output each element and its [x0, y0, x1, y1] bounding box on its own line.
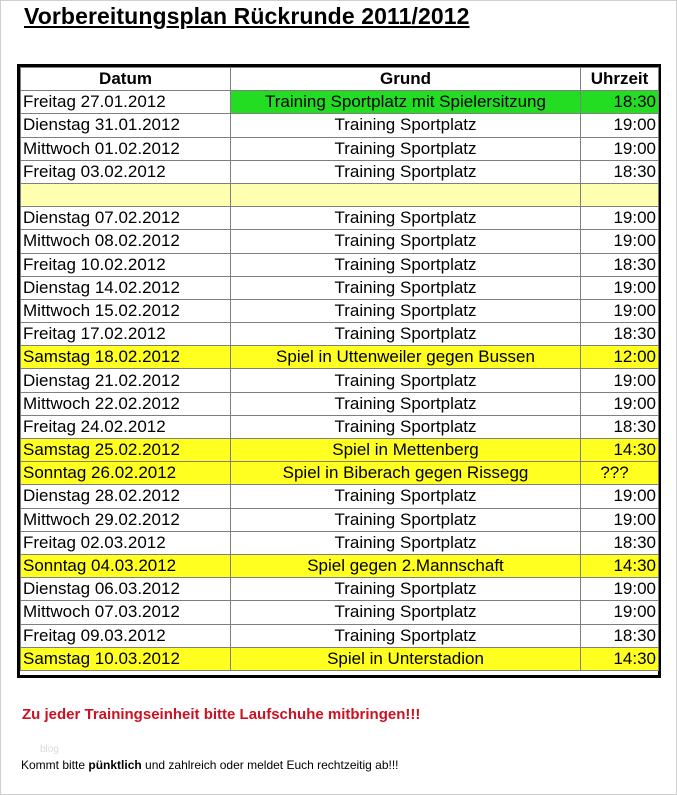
punctuality-note: [21, 758, 399, 772]
table-row: [21, 207, 659, 230]
cell-date: Samstag 10.03.2012: [21, 647, 231, 670]
cell-time: 18:30: [581, 323, 659, 346]
cell-date: [21, 183, 231, 206]
cell-reason: Training Sportplatz: [231, 207, 581, 230]
cell-time: 18:30: [581, 415, 659, 438]
laufschuhe-note: Zu jeder Trainingseinheit bitte Laufschuhe mitbringen!!!: [22, 706, 421, 723]
table-row: [21, 601, 659, 624]
header-reason: Grund: [231, 68, 581, 91]
cell-date: Dienstag 28.02.2012: [21, 485, 231, 508]
cell-time: 18:30: [581, 253, 659, 276]
cell-reason: Training Sportplatz: [231, 137, 581, 160]
cell-time: 14:30: [581, 439, 659, 462]
schedule-table-wrapper: [17, 64, 661, 678]
cell-reason: Training Sportplatz: [231, 578, 581, 601]
cell-time: 18:30: [581, 91, 659, 114]
cell-date: Freitag 09.03.2012: [21, 624, 231, 647]
table-row: [21, 369, 659, 392]
cell-date: Dienstag 07.02.2012: [21, 207, 231, 230]
cell-time: 19:00: [581, 137, 659, 160]
cell-time: 19:00: [581, 578, 659, 601]
cell-reason: [231, 183, 581, 206]
cell-time: 19:00: [581, 392, 659, 415]
punctuality-note-prefix: Kommt bitte: [21, 758, 89, 772]
cell-date: Sonntag 26.02.2012: [21, 462, 231, 485]
cell-date: Mittwoch 15.02.2012: [21, 299, 231, 322]
cell-reason: Training Sportplatz: [231, 114, 581, 137]
cell-date: Mittwoch 22.02.2012: [21, 392, 231, 415]
cell-date: Freitag 27.01.2012: [21, 91, 231, 114]
table-row: [21, 276, 659, 299]
table-row: [21, 508, 659, 531]
table-row: [21, 137, 659, 160]
cell-date: Dienstag 31.01.2012: [21, 114, 231, 137]
cell-time: 18:30: [581, 531, 659, 554]
cell-time: 19:00: [581, 114, 659, 137]
cell-date: Freitag 24.02.2012: [21, 415, 231, 438]
cell-date: Freitag 10.02.2012: [21, 253, 231, 276]
cell-reason: Training Sportplatz: [231, 299, 581, 322]
page-title: Vorbereitungsplan Rückrunde 2011/2012: [24, 3, 470, 29]
cell-date: Freitag 17.02.2012: [21, 323, 231, 346]
cell-time: 18:30: [581, 624, 659, 647]
cell-date: Dienstag 21.02.2012: [21, 369, 231, 392]
table-row: [21, 299, 659, 322]
cell-reason: Spiel in Uttenweiler gegen Bussen: [231, 346, 581, 369]
cell-reason: Training Sportplatz: [231, 323, 581, 346]
cell-time: 19:00: [581, 299, 659, 322]
cell-reason: Spiel in Unterstadion: [231, 647, 581, 670]
cell-date: Samstag 18.02.2012: [21, 346, 231, 369]
header-time: Uhrzeit: [581, 68, 659, 91]
table-row: [21, 346, 659, 369]
watermark: blog: [40, 744, 59, 755]
cell-reason: Training Sportplatz: [231, 276, 581, 299]
cell-date: Mittwoch 08.02.2012: [21, 230, 231, 253]
cell-time: 19:00: [581, 508, 659, 531]
punctuality-note-suffix: und zahlreich oder meldet Euch rechtzeitig ab!!!: [141, 758, 399, 772]
cell-date: Mittwoch 01.02.2012: [21, 137, 231, 160]
cell-time: ???: [581, 462, 659, 485]
cell-time: 19:00: [581, 369, 659, 392]
table-row: [21, 415, 659, 438]
cell-time: 19:00: [581, 207, 659, 230]
cell-time: 12:00: [581, 346, 659, 369]
table-row: [21, 230, 659, 253]
table-row: [21, 531, 659, 554]
table-row: [21, 578, 659, 601]
cell-time: 19:00: [581, 230, 659, 253]
table-row: [21, 91, 659, 114]
cell-reason: Training Sportplatz: [231, 508, 581, 531]
cell-reason: Training Sportplatz mit Spielersitzung: [231, 91, 581, 114]
table-body: [21, 91, 659, 671]
table-row: [21, 323, 659, 346]
table-row: [21, 554, 659, 577]
table-row: [21, 624, 659, 647]
cell-reason: Training Sportplatz: [231, 392, 581, 415]
cell-reason: Training Sportplatz: [231, 601, 581, 624]
cell-reason: Spiel gegen 2.Mannschaft: [231, 554, 581, 577]
table-header-row: [21, 68, 659, 91]
punctuality-note-bold: pünktlich: [88, 758, 142, 772]
cell-reason: Training Sportplatz: [231, 160, 581, 183]
cell-date: Mittwoch 07.03.2012: [21, 601, 231, 624]
cell-date: Sonntag 04.03.2012: [21, 554, 231, 577]
cell-time: 19:00: [581, 485, 659, 508]
cell-reason: Training Sportplatz: [231, 230, 581, 253]
cell-time: 18:30: [581, 160, 659, 183]
cell-date: Freitag 03.02.2012: [21, 160, 231, 183]
cell-reason: Training Sportplatz: [231, 369, 581, 392]
cell-reason: Spiel in Mettenberg: [231, 439, 581, 462]
header-date: Datum: [21, 68, 231, 91]
table-row: [21, 160, 659, 183]
cell-date: Mittwoch 29.02.2012: [21, 508, 231, 531]
cell-reason: Training Sportplatz: [231, 253, 581, 276]
table-row: [21, 647, 659, 670]
cell-reason: Training Sportplatz: [231, 415, 581, 438]
cell-time: [581, 183, 659, 206]
cell-time: 19:00: [581, 276, 659, 299]
cell-reason: Training Sportplatz: [231, 485, 581, 508]
cell-time: 14:30: [581, 647, 659, 670]
table-row: [21, 462, 659, 485]
cell-reason: Training Sportplatz: [231, 624, 581, 647]
table-row: [21, 439, 659, 462]
cell-date: Dienstag 14.02.2012: [21, 276, 231, 299]
cell-reason: Training Sportplatz: [231, 531, 581, 554]
table-row: [21, 392, 659, 415]
cell-time: 14:30: [581, 554, 659, 577]
table-row: [21, 183, 659, 206]
cell-date: Dienstag 06.03.2012: [21, 578, 231, 601]
table-row: [21, 485, 659, 508]
cell-time: 19:00: [581, 601, 659, 624]
table-row: [21, 253, 659, 276]
schedule-table: [20, 67, 659, 671]
cell-date: Samstag 25.02.2012: [21, 439, 231, 462]
table-row: [21, 114, 659, 137]
cell-reason: Spiel in Biberach gegen Rissegg: [231, 462, 581, 485]
cell-date: Freitag 02.03.2012: [21, 531, 231, 554]
